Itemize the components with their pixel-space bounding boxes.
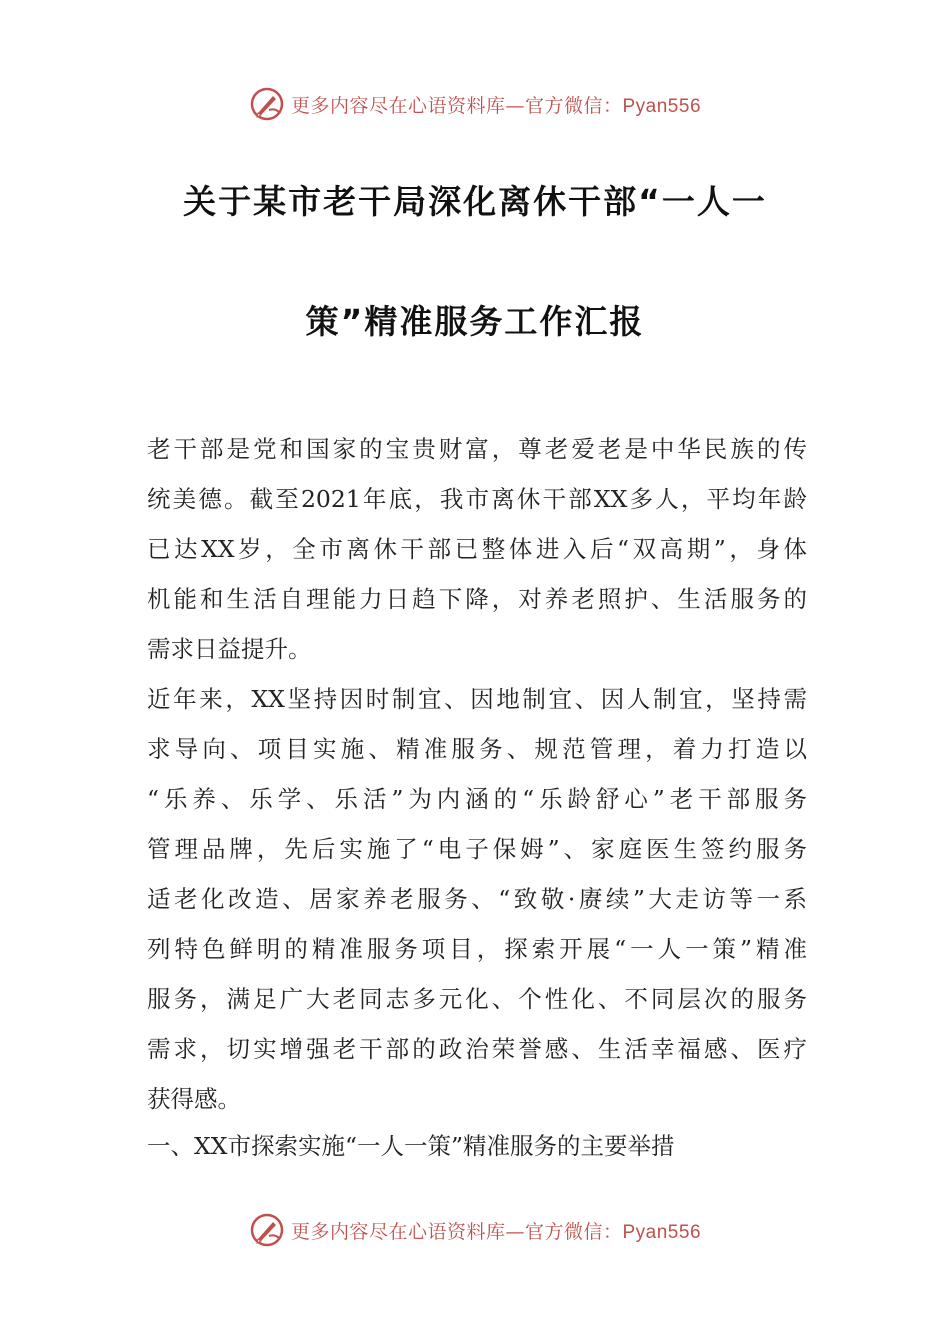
watermark-wechat-id: Pyan556 bbox=[622, 1221, 702, 1243]
body-line: 需求日益提升。 bbox=[147, 635, 312, 663]
pen-logo-icon bbox=[249, 86, 285, 122]
body-line: 列特色鲜明的精准服务项目，探索开展“一人一策”精准 bbox=[147, 935, 807, 963]
watermark-wechat-id: Pyan556 bbox=[622, 95, 702, 117]
body-line: “乐养、乐学、乐活”为内涵的“乐龄舒心”老干部服务 bbox=[147, 785, 807, 813]
watermark-text: 更多内容尽在心语资料库—官方微信：Pyan556 bbox=[290, 1220, 702, 1243]
body-line: 统美德。截至2021年底，我市离休干部XX多人，平均年龄 bbox=[147, 485, 807, 513]
body-line: 管理品牌，先后实施了“电子保姆”、家庭医生签约服务 bbox=[147, 835, 807, 863]
body-line: 需求，切实增强老干部的政治荣誉感、生活幸福感、医疗 bbox=[147, 1035, 807, 1063]
document-title-line-1: 关于某市老干局深化离休干部“一人一 bbox=[183, 182, 767, 221]
watermark-banner-top bbox=[0, 82, 950, 126]
body-line: 获得感。 bbox=[147, 1085, 241, 1113]
body-line: 近年来，XX坚持因时制宜、因地制宜、因人制宜，坚持需 bbox=[147, 685, 807, 713]
body-line: 老干部是党和国家的宝贵财富，尊老爱老是中华民族的传 bbox=[147, 435, 807, 463]
section-heading: 一、XX市探索实施“一人一策”精准服务的主要举措 bbox=[147, 1132, 675, 1160]
body-line: 机能和生活自理能力日趋下降，对养老照护、生活服务的 bbox=[147, 585, 807, 613]
body-line: 服务，满足广大老同志多元化、个性化、不同层次的服务 bbox=[147, 985, 807, 1013]
watermark-text: 更多内容尽在心语资料库—官方微信：Pyan556 bbox=[290, 94, 702, 117]
pen-logo-icon bbox=[249, 1212, 285, 1248]
body-line: 求导向、项目实施、精准服务、规范管理，着力打造以 bbox=[147, 735, 807, 763]
watermark-banner-bottom bbox=[0, 1208, 950, 1252]
body-line: 适老化改造、居家养老服务、“致敬·赓续”大走访等一系 bbox=[147, 885, 807, 913]
body-line: 已达XX岁，全市离休干部已整体进入后“双高期”，身体 bbox=[147, 535, 807, 563]
document-title-line-2: 策”精准服务工作汇报 bbox=[305, 302, 645, 341]
